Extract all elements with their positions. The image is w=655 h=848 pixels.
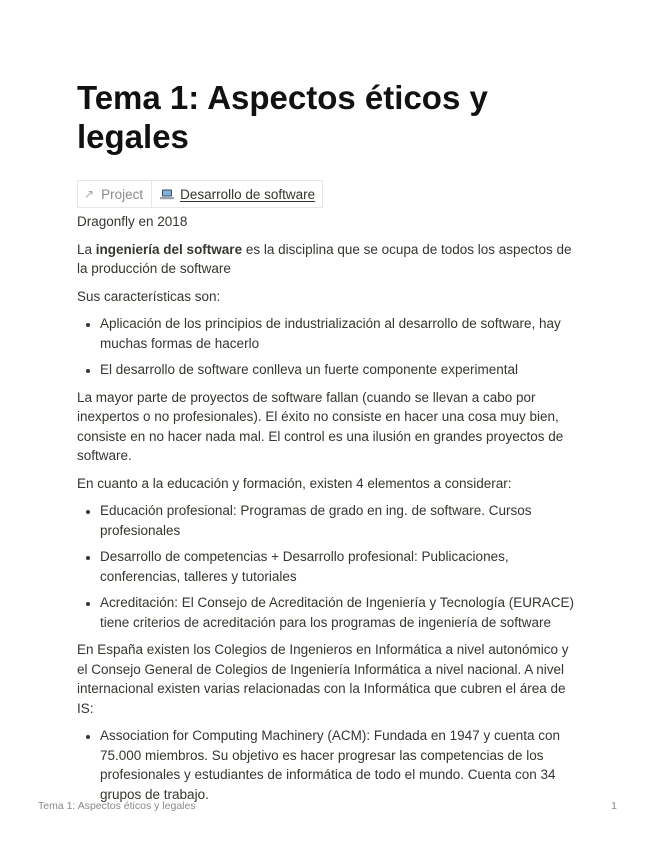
list-item: • Association for Computing Machinery (ACM): Fundada en 1947 y cuenta con 75.000 miembros. Su objetivo es hacer progresar las competencias de los profesionales y estudiantes de informática de todo el mundo. Cuenta con 34 grupos de trabajo.: [100, 726, 582, 804]
paragraph-definition: [77, 240, 582, 279]
paragraph-education: En cuanto a la educación y formación, existen 4 elementos a considerar:: [77, 475, 512, 491]
paragraph-spain: En España existen los Colegios de Ingenieros en Informática a nivel autonómico y el Consejo General de Colegios de Ingeniería Informática a nivel nacional. A nivel internacional existen varias relacionadas con la Informática que cubren el área de IS:: [77, 642, 569, 716]
paragraph-intro: Dragonfly en 2018: [77, 214, 188, 229]
property-key-label: Project: [101, 186, 144, 202]
paragraph-characteristics: Sus características son:: [77, 288, 221, 304]
list-item: • Aplicación de los principios de industrialización al desarrollo de software, hay muchas formas de hacerlo: [100, 314, 582, 353]
paragraph-failures: La mayor parte de proyectos de software fallan (cuando se llevan a cabo por inexpertos o no profesionales). El éxito no consiste en hacer una cosa muy bien, consiste en no hacer nada mal. El control es una ilusión en grandes proyectos de software.: [77, 389, 564, 463]
property-key: [78, 181, 152, 207]
property-value[interactable]: [152, 181, 322, 207]
list-item: • Desarrollo de competencias + Desarrollo profesional: Publicaciones, conferencias, talleres y tutoriales: [100, 547, 582, 586]
list-item: • Educación profesional: Programas de grado en ing. de software. Cursos profesionales: [100, 501, 582, 540]
list-item: • Acreditación: El Consejo de Acreditación de Ingeniería y Tecnología (EURACE) tiene criterios de acreditación para los programas de ingeniería de software: [100, 593, 582, 632]
property-row: [77, 180, 323, 208]
page-content: [77, 212, 582, 812]
footer-title: Tema 1: Aspectos éticos y legales: [38, 800, 196, 812]
list-characteristics: [77, 314, 582, 380]
list-item: • El desarrollo de software conlleva un fuerte componente experimental: [100, 360, 582, 380]
project-link[interactable]: Desarrollo de software: [180, 186, 316, 202]
page-title: Tema 1: Aspectos éticos y legales: [77, 79, 488, 155]
definition-post: es la disciplina que se ocupa de todos los aspectos de la producción de software: [77, 241, 572, 276]
laptop-icon: [160, 189, 174, 200]
footer-page-number: 1: [611, 800, 617, 812]
definition-term: ingeniería del software: [95, 241, 243, 257]
definition-pre: La: [77, 241, 96, 257]
arrow-up-right-icon: ↗: [84, 187, 95, 201]
list-organizations: [77, 726, 582, 804]
list-education: [77, 501, 582, 632]
